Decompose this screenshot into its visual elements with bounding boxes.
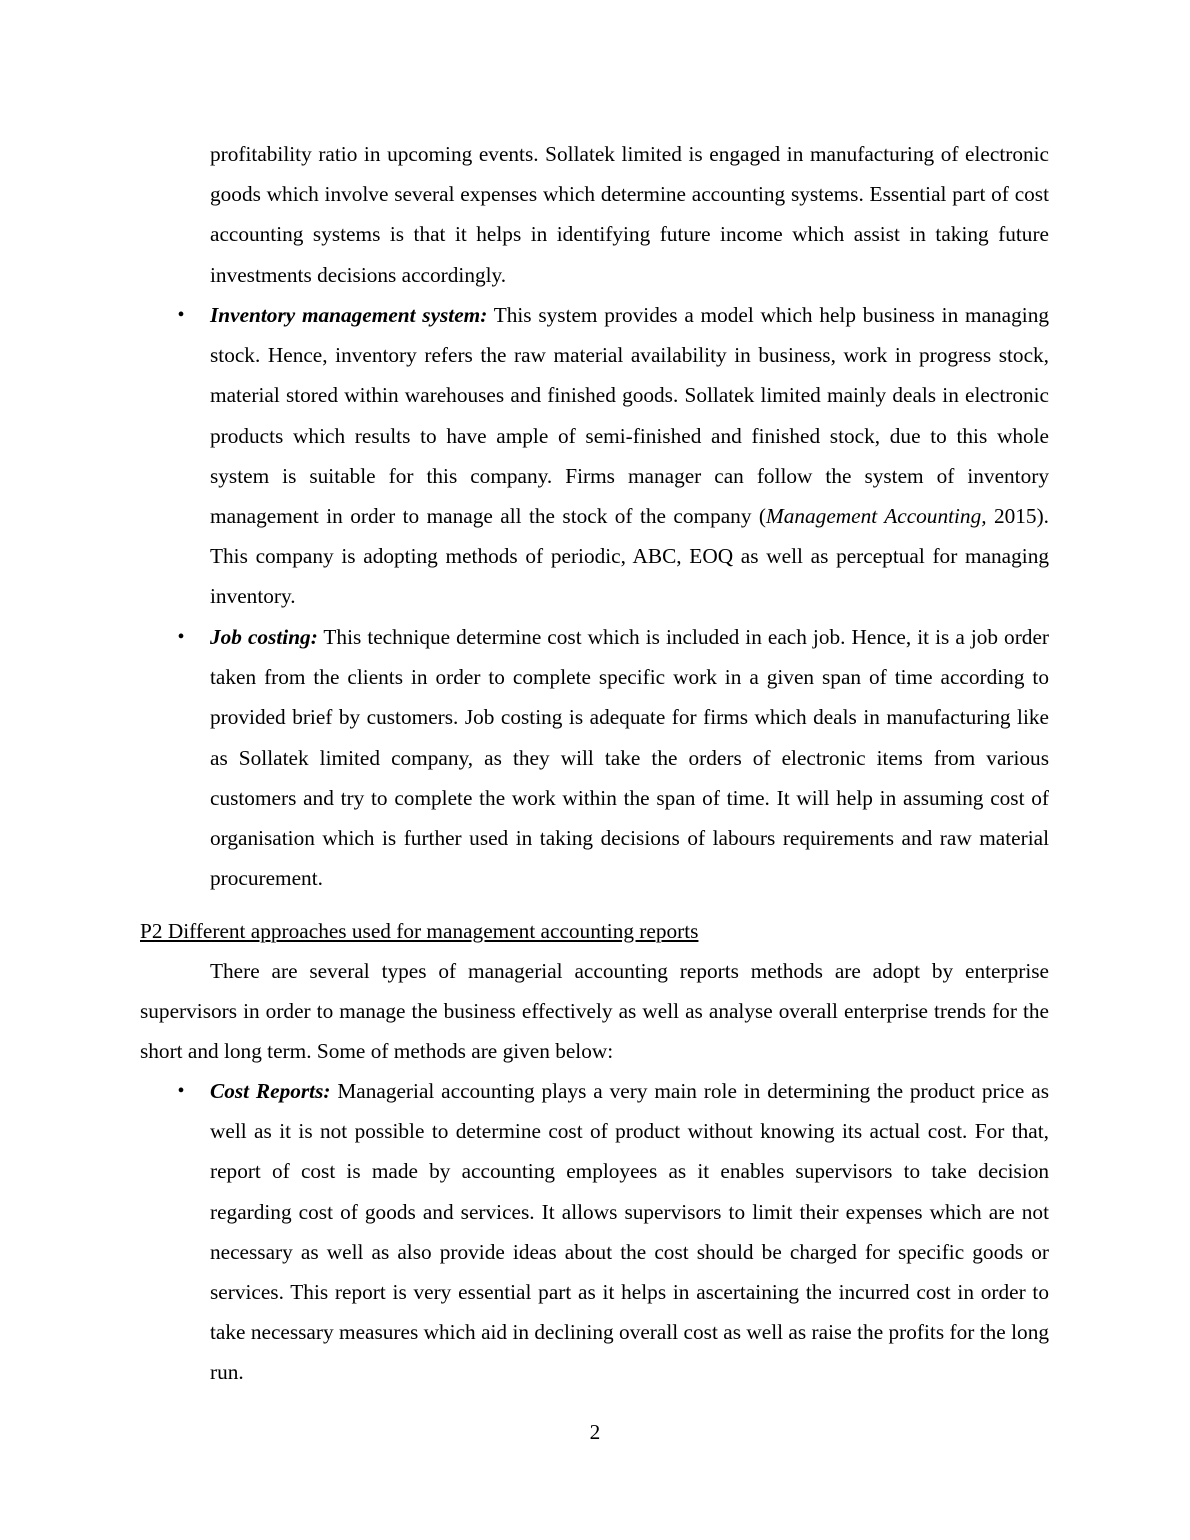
cost-reports-term: Cost Reports: xyxy=(210,1079,331,1103)
continuation-paragraph: profitability ratio in upcoming events. Sollatek limited is engaged in manufacturing of electronic goods which involve several expenses which determine accounting systems. Essential part of cost accounting systems is that it helps in identifying future income which assist in taking future investments decisions accordingly. xyxy=(210,142,1049,287)
bullet-icon: • xyxy=(177,626,185,648)
cost-reports-text: Managerial accounting plays a very main role in determining the product price as well as it is not possible to determine cost of product without knowing its actual cost. For that, report of cost is made by accounting employees as it enables supervisors to take decision regarding cost of goods and services. It allows supervisors to limit their expenses which are not necessary as well as also provide ideas about the cost should be charged for specific goods or services. This report is very essential part as it helps in ascertaining the incurred cost in order to take necessary measures which aid in declining overall cost as well as raise the profits for the long run. xyxy=(210,1079,1049,1385)
bullet-icon: • xyxy=(177,304,185,326)
page-number: 2 xyxy=(589,1420,601,1444)
inventory-text: This system provides a model which help business in managing stock. Hence, inventory refers the raw material availability in business, work in progress stock, material stored within warehouses and finished goods. Sollatek limited mainly deals in electronic products which results to have ample of semi-finished and finished stock, due to this whole system is suitable for this company. Firms manager can follow the system of inventory management in order to manage all the stock of the company ( xyxy=(210,303,1049,529)
inventory-management-item xyxy=(210,295,1049,617)
job-costing-item xyxy=(210,617,1049,898)
inventory-term: Inventory management system: xyxy=(210,303,488,327)
bullet-icon: • xyxy=(177,1080,185,1102)
inventory-text-end: 2015). This company is adopting methods of periodic, ABC, EOQ as well as perceptual for managing inventory. xyxy=(210,504,1049,609)
job-costing-term: Job costing: xyxy=(210,625,318,649)
inventory-citation: Management Accounting, xyxy=(766,504,987,529)
cost-reports-item xyxy=(210,1071,1049,1393)
job-costing-text: This technique determine cost which is included in each job. Hence, it is a job order taken from the clients in order to complete specific work in a given span of time according to provided brief by customers. Job costing is adequate for firms which deals in manufacturing like as Sollatek limited company, as they will take the orders of electronic items from various customers and try to complete the work within the span of time. It will help in assuming cost of organisation which is further used in taking decisions of labours requirements and raw material procurement. xyxy=(210,625,1049,891)
section-heading: P2 Different approaches used for management accounting reports xyxy=(140,919,699,943)
section-intro-paragraph: There are several types of managerial accounting reports methods are adopt by enterprise supervisors in order to manage the business effectively as well as analyse overall enterprise trends for the short and long term. Some of methods are given below: xyxy=(140,959,1049,1064)
